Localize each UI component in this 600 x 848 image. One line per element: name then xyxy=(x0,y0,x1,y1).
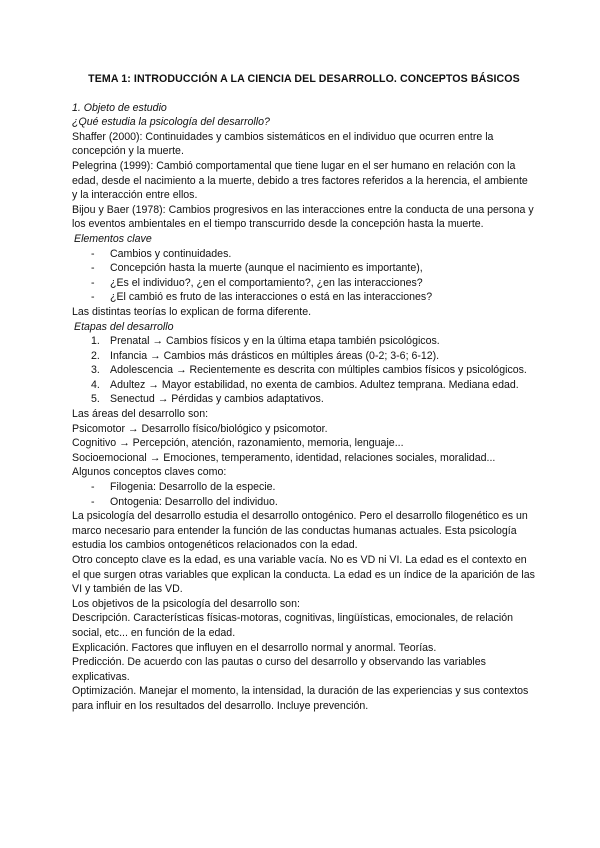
paragraph-edad: Otro concepto clave es la edad, es una variable vacía. No es VD ni VI. La edad es el contexto en el que surgen otras variables que explican la conducta. La edad es un índice de la aparición de las VI y también de las VD. xyxy=(72,554,535,596)
section-question: ¿Qué estudia la psicología del desarrollo? xyxy=(72,116,270,129)
area-psicomotor: Psicomotor → Desarrollo físico/biológico y psicomotor. xyxy=(72,422,328,435)
list-item xyxy=(72,349,536,364)
concepts-intro: Algunos conceptos claves como: xyxy=(72,466,227,479)
list-item xyxy=(72,392,536,407)
list-item: - Concepción hasta la muerte (aunque el nacimiento es importante), xyxy=(72,261,536,276)
objective-optimizacion: Optimización. Manejar el momento, la intensidad, la duración de las experiencias y sus contextos para influir en los resultados del desarrollo. Incluye prevención. xyxy=(72,685,529,712)
objectives-intro: Los objetivos de la psicología del desarrollo son: xyxy=(72,597,300,610)
key-elements-heading: Elementos clave xyxy=(74,232,152,245)
item-text: Senectud → Pérdidas y cambios adaptativos. xyxy=(110,393,324,406)
item-text: Adolescencia → Recientemente es descrita con múltiples cambios físicos y psicológicos. xyxy=(110,364,527,377)
list-item xyxy=(72,334,536,349)
list-item: - ¿El cambió es fruto de las interacciones o está en las interacciones? xyxy=(72,290,536,305)
paragraph-ontogenia: La psicología del desarrollo estudia el desarrollo ontogénico. Pero el desarrollo filogenético es un marco necesario para entender la función de las conductas humanas actuales. Esta psicología estudia los cambios ontogenéticos relacionados con la edad. xyxy=(72,510,528,552)
item-number: 4. xyxy=(91,378,100,391)
areas-intro: Las áreas del desarrollo son: xyxy=(72,408,209,421)
definition-pelegrina: Pelegrina (1999): Cambió comportamental que tiene lugar en el ser humano en relación con la edad, desde el nacimiento a la muerte, debido a tres factores referidos a la herencia, el ambiente y la interacción entre ellos. xyxy=(72,159,528,202)
list-item xyxy=(72,378,536,393)
key-elements-list xyxy=(72,247,536,305)
list-item: - ¿Es el individuo?, ¿en el comportamiento?, ¿en las interacciones? xyxy=(72,276,536,291)
item-number: 5. xyxy=(91,393,100,406)
definition-bijou-baer: Bijou y Baer (1978): Cambios progresivos en las interacciones entre la conducta de una persona y los eventos ambientales en el tiempo transcurrido desde la concepción hasta la muerte. xyxy=(72,203,534,231)
concepts-list xyxy=(72,480,536,509)
area-cognitivo: Cognitivo → Percepción, atención, razonamiento, memoria, lenguaje... xyxy=(72,437,404,450)
list-item: - Ontogenia: Desarrollo del individuo. xyxy=(72,495,536,510)
definition-shaffer: Shaffer (2000): Continuidades y cambios sistemáticos en el individuo que ocurren entre la concepción y la muerte. xyxy=(72,130,494,158)
item-number: 2. xyxy=(91,349,100,362)
objective-explicacion: Explicación. Factores que influyen en el desarrollo normal y anormal. Teorías. xyxy=(72,641,437,654)
item-text: Infancia → Cambios más drásticos en múltiples áreas (0-2; 3-6; 6-12). xyxy=(110,349,440,362)
list-item xyxy=(72,363,536,378)
section-heading: 1. Objeto de estudio xyxy=(72,101,167,114)
stages-heading: Etapas del desarrollo xyxy=(74,320,174,333)
item-number: 1. xyxy=(91,335,100,348)
area-socioemocional: Socioemocional → Emociones, temperamento, identidad, relaciones sociales, moralidad... xyxy=(72,451,496,464)
list-item: - Cambios y continuidades. xyxy=(72,247,536,262)
document-title: TEMA 1: INTRODUCCIÓN A LA CIENCIA DEL DESARROLLO. CONCEPTOS BÁSICOS xyxy=(88,73,520,85)
theories-note: Las distintas teorías lo explican de forma diferente. xyxy=(72,305,312,318)
item-text: Prenatal → Cambios físicos y en la última etapa también psicológicos. xyxy=(110,335,440,348)
objective-prediccion: Predicción. De acuerdo con las pautas o curso del desarrollo y observando las variables explicativas. xyxy=(72,656,486,683)
list-item: - Filogenia: Desarrollo de la especie. xyxy=(72,480,536,495)
item-text: Adultez → Mayor estabilidad, no exenta de cambios. Adultez temprana. Mediana edad. xyxy=(110,378,519,391)
stages-list xyxy=(72,334,536,407)
objective-descripcion: Descripción. Características físicas-motoras, cognitivas, lingüísticas, emocionales, de relación social, etc... en función de la edad. xyxy=(72,612,513,639)
item-number: 3. xyxy=(91,364,100,377)
